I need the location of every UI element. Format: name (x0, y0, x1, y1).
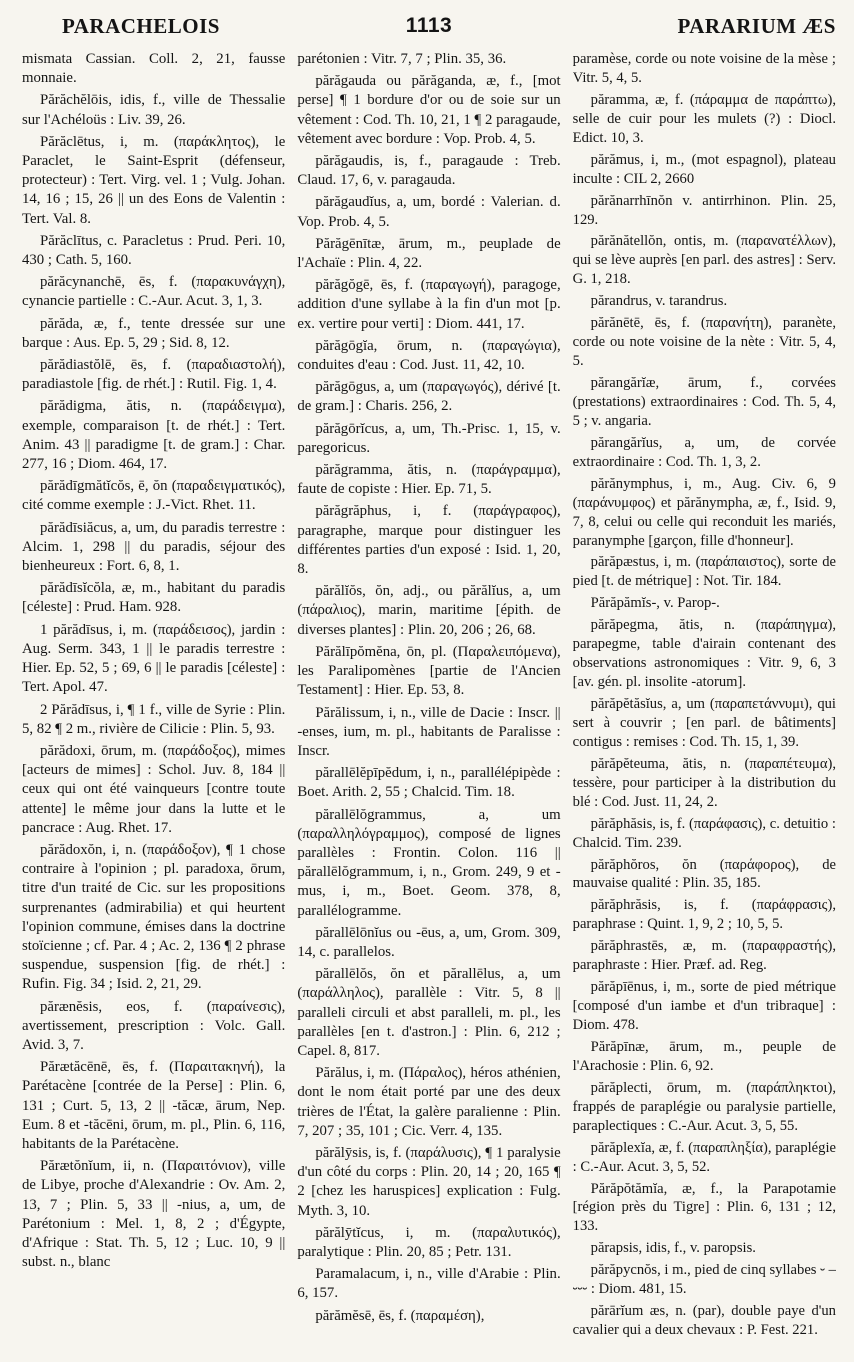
running-header (22, 10, 836, 46)
dictionary-entry: părăpīēnus, i, m., sorte de pied métrique [composé d'un iambe et d'un tribraque] : Diom. 478. (572, 979, 836, 1033)
dictionary-entry: părăplexĭa, æ, f. (παραπληξία), paraplégie : C.-Aur. Acut. 3, 5, 52. (572, 1139, 836, 1175)
dictionary-entry: părăgauda ou părăganda, æ, f., [mot perse] ¶ 1 bordure d'or ou de soie sur un vêtement : Cod. Th. 10, 21, 1 ¶ 2 paragaude, vêtement avec bordure : Vop. Prob. 4, 5. (297, 73, 561, 147)
dictionary-entry: părădiastŏlē, ēs, f. (παραδιαστολή), paradiastole [fig. de rhét.] : Rutil. Fig. 1, 4. (22, 357, 286, 393)
dictionary-entry: părăphrăsis, is, f. (παράφρασις), paraphrase : Quint. 1, 9, 2 ; 10, 5, 5. (572, 897, 836, 933)
dictionary-entry: părangărĭus, a, um, de corvée extraordinaire : Cod. Th. 1, 3, 2. (572, 434, 836, 470)
dictionary-entry: părăgrăphus, i, f. (παράγραφος), paragraphe, marque pour distinguer les différentes parties d'un exposé : Isid. 1, 20, 8. (297, 503, 561, 578)
dictionary-entry: părăplecti, ōrum, m. (παράπληκτοι), frappés de paraplégie ou paralysie partielle, paraplectiques : C.-Aur. Acut. 3, 5, 55. (572, 1079, 836, 1134)
dictionary-entry: Părăpŏtămĭa, æ, f., la Parapotamie [région près du Tigre] : Plin. 6, 131 ; 12, 133. (572, 1180, 836, 1235)
dictionary-entry: părămĕsē, ēs, f. (παραμέση), (315, 1307, 485, 1324)
dictionary-entry: părălȳsis, is, f. (παράλυσις), ¶ 1 paralysie d'un côté du corps : Plin. 20, 14 ; 20, 165 ¶ 2 [chez les haruspices] explication : Fulg. Myth. 3, 10. (297, 1144, 561, 1219)
dictionary-entry: Părætăcēnē, ēs, f. (Παραιτακηνή), la Parétacène [contrée de la Perse] : Plin. 6, 131 ; Curt. 5, 13, 2 || -tăcæ, ārum, Nep. Eum. 8 et -tăcēni, ōrum, m. pl., Plin. 6, 116, habitants de la Parétacène. (22, 1059, 286, 1152)
dictionary-entry: părădoxi, ōrum, m. (παράδοξος), mimes [acteurs de mimes] : Schol. Juv. 8, 184 || ceux qui ont été vainqueurs [contre toute attente] le même jour dans la lutte et le pancrace : Aug. Rhet. 17. (22, 742, 286, 836)
continued-entry-text: parétonien : Vitr. 7, 7 ; Plin. 35, 36. (297, 51, 507, 67)
dictionary-entry: Părălissum, i, n., ville de Dacie : Inscr. || -enses, ium, m. pl., habitants de Paralisse : Inscr. (297, 704, 561, 759)
dictionary-entry: Părăgēnītæ, ārum, m., peuplade de l'Achaïe : Plin. 4, 22. (297, 235, 561, 272)
dictionary-entry: 2 Părădīsus, i, ¶ 1 f., ville de Syrie : Plin. 5, 82 ¶ 2 m., rivière de Cilicie : Plin. 5, 93. (22, 701, 286, 737)
dictionary-entry: părănarrhīnŏn v. antirrhinon. Plin. 25, 129. (572, 192, 836, 228)
dictionary-entry: părălĭŏs, ŏn, adj., ou părălĭus, a, um (πάραλιος), marin, maritime [épith. de diverses plantes] : Plin. 20, 206 ; 26, 68. (297, 583, 561, 638)
header-left-guide-word: PARACHELOIS (62, 14, 220, 38)
dictionary-entry: Părăclētus, i, m. (παράκλητος), le Paraclet, le Saint-Esprit (défenseur, protecteur) : Tert. Virg. vel. 1 ; Vulg. Johan. 14, 16 ; 15, 26 || un des Eons de Valentin : Tert. Val. 8. (22, 133, 286, 227)
dictionary-entry: părăpĕtăsĭus, a, um (παραπετάννυμι), qui sert à couvrir ; [en parl. de bâtiments] contigus : remises : Cod. Th. 15, 1, 39. (572, 696, 836, 750)
dictionary-entry: 1 părădīsus, i, m. (παράδεισος), jardin : Aug. Serm. 343, 1 || le paradis terrestre : Hier. Ep. 52, 5 ; 69, 6 || le paradis [céleste] : Tert. Apol. 47. (22, 621, 286, 696)
dictionary-entry: părădīsiăcus, a, um, du paradis terrestre : Alcim. 1, 298 || du paradis, séjour des bienheureux : Fort. 6, 8, 1. (22, 519, 286, 575)
dictionary-entry: părăphrastēs, æ, m. (παραφραστής), paraphraste : Hier. Præf. ad. Reg. (572, 938, 836, 974)
dictionary-entry: părădīsĭcŏla, æ, m., habitant du paradis [céleste] : Prud. Ham. 928. (22, 580, 286, 616)
dictionary-entry: părăda, æ, f., tente dressée sur une barque : Aus. Ep. 5, 29 ; Sid. 8, 12. (22, 315, 286, 351)
dictionary-entry: părăphŏros, ŏn (παράφορος), de mauvaise qualité : Plin. 35, 185. (572, 856, 836, 892)
dictionary-entry: părænĕsis, eos, f. (παραίνεσις), avertissement, prescription : Volc. Gall. Avid. 3, 7. (22, 998, 286, 1053)
dictionary-entry: părăpycnŏs, i m., pied de cinq syllabes ⏑ – ⏑⏑⏑ : Diom. 481, 15. (572, 1262, 836, 1298)
dictionary-entry: părallēlŏgrammus, a, um (παραλληλόγραμμος), composé de lignes parallèles : Frontin. Colon. 116 || părallēlŏgrammum, i, n., Grom. 249, 9 et -mus, i, m., Boet. Geom. 378, 8, parallélogramme. (297, 806, 561, 919)
dictionary-entry: părădīgmătĭcŏs, ē, ŏn (παραδειγματικός), cité comme exemple : J.-Vict. Rhet. 11. (22, 478, 286, 514)
dictionary-entry: părăgŏgē, ēs, f. (παραγωγή), paragoge, addition d'une syllabe à la fin d'un mot [p. ex. vertire pour verti] : Diom. 441, 17. (297, 277, 561, 332)
dictionary-entry: Paramalacum, i, n., ville d'Arabie : Plin. 6, 157. (297, 1266, 561, 1302)
column-3 (573, 50, 836, 1356)
dictionary-entry: părăgōrĭcus, a, um, Th.-Prisc. 1, 15, v. paregoricus. (297, 420, 561, 456)
dictionary-entry: părălȳtĭcus, i, m. (παραλυτικός), paralytique : Plin. 20, 85 ; Petr. 131. (297, 1224, 561, 1260)
dictionary-entry: părammа, æ, f. (πάραμμα de παράπτω), selle de cuir pour les mulets (?) : Diocl. Edict. 10, 3. (572, 91, 836, 146)
dictionary-entry: Părăpīnæ, ārum, m., peuple de l'Arachosie : Plin. 6, 92. (572, 1038, 836, 1074)
dictionary-entry: părănătellŏn, ontis, m. (παρανατέλλων), qui se lève auprès [en parl. des astres] : Serv. G. 1, 218. (572, 233, 836, 288)
dictionary-entry: părăphăsis, is, f. (παράφασις), c. detuitio : Chalcid. Tim. 239. (572, 815, 836, 851)
dictionary-entry: părăcynanchē, ēs, f. (παρακυνάγχη), cynancie partielle : C.-Aur. Acut. 3, 1, 3. (22, 274, 286, 310)
dictionary-entry: Părætŏnĭum, ii, n. (Παραιτόνιον), ville de Libye, proche d'Alexandrie : Ov. Am. 2, 13, 7 ; Plin. 5, 33 || -nius, a, um, de Parétonium : Mel. 1, 8, 2 ; d'Égypte, d'Afrique : Stat. Th. 5, 12 ; Luc. 10, 9 || subst. n., blanc (22, 1158, 286, 1271)
dictionary-entry: Părăclītus, c. Paracletus : Prud. Peri. 10, 430 ; Cath. 5, 160. (22, 232, 286, 269)
dictionary-entry: Părălīpŏmĕna, ōn, pl. (Παραλειπόμενα), les Paralipomènes [partie de l'Ancien Testament] : Hier. Ep. 53, 8. (297, 643, 561, 699)
dictionary-entry: părapsis, idis, f., v. paropsis. (590, 1240, 756, 1257)
dictionary-entry: Părălus, i, m. (Πάραλος), héros athénien, dont le nom était porté par une des deux trières de l'État, la galère paralienne : Plin. 7, 207 ; 35, 101 ; Cic. Verr. 4, 135. (297, 1065, 561, 1139)
dictionary-entry: părăgōgus, a, um (παραγωγός), dérivé [t. de gram.] : Charis. 256, 2. (297, 379, 561, 415)
dictionary-entry: părănētē, ēs, f. (παρανήτη), paranète, corde ou note voisine de la nète : Vitr. 5, 4, 5. (572, 315, 836, 370)
dictionary-entry: părămus, i, m., (mot espagnol), plateau inculte : CIL 2, 2660 (572, 151, 836, 187)
dictionary-entry: părandrus, v. tarandrus. (590, 293, 728, 310)
dictionary-entry: părădigma, ătis, n. (παράδειγμα), exemple, comparaison [t. de rhét.] : Tert. Anim. 43 || paradigme [t. de gram.] : Char. 277, 16 ; Diom. 464, 17. (22, 398, 286, 473)
page-number: 1113 (405, 14, 453, 37)
dictionary-entry: Părăpămĭs-, v. Parop-. (590, 595, 720, 612)
dictionary-entry: părăgaudis, is, f., paragaude : Treb. Claud. 17, 6, v. paragauda. (297, 153, 561, 189)
dictionary-entry: părăpegma, ătis, n. (παράπηγμα), parapegme, table d'airain contenant des observations astronomiques : Vitr. 9, 6, 3 [av. gén. pl. insolite -atorum]. (572, 617, 836, 691)
dictionary-entry: părăpĕteuma, ătis, n. (παραπέτευμα), tessère, pour participer à la distribution du blé : Cod. Just. 11, 24, 2. (572, 755, 836, 810)
column-1 (22, 50, 285, 1356)
dictionary-entry: părădoxŏn, i, n. (παράδοξον), ¶ 1 chose contraire à l'opinion ; pl. paradoxa, ōrum, titre d'un traité de Cic. sur les propositions surprenantes (admirabilia) et qui heurtent l'opinion commune, émises dans la doctrine stoïcienne ; cf. Par. 4 ; Ac. 2, 136 ¶ 2 phrase suspendue, suspension [fig. de rhét.] : Rufin. Fig. 34 ; Isid. 2, 21, 29. (22, 841, 286, 993)
dictionary-entry: părăpæstus, i, m. (παράπαιστος), sorte de pied [t. de métrique] : Not. Tir. 184. (572, 554, 836, 590)
dictionary-entry: părănymphus, i, m., Aug. Civ. 6, 9 (παράνυμφος) et părănympha, æ, f., Isid. 9, 7, 8, celui ou celle qui reconduit les mariés, paranymphe [garçon, fille d'honneur]. (572, 475, 836, 549)
column-2 (297, 50, 560, 1356)
header-right-guide-word: PARARIUM ÆS (677, 14, 836, 38)
dictionary-entry: părallēlĕpīpĕdum, i, n., parallélépipède : Boet. Arith. 2, 55 ; Chalcid. Tim. 18. (297, 765, 561, 801)
dictionary-entry: Părăchĕlōis, idis, f., ville de Thessalie sur l'Achéloüs : Liv. 39, 26. (22, 92, 286, 128)
dictionary-entry: părăgramma, ătis, n. (παράγραμμα), faute de copiste : Hier. Ep. 71, 5. (297, 462, 561, 498)
dictionary-entry: părārĭum æs, n. (par), double paye d'un cavalier qui a deux chevaux : P. Fest. 221. (572, 1303, 836, 1339)
continued-entry-text: mismata Cassian. Coll. 2, 21, fausse monnaie. (22, 51, 286, 87)
dictionary-entry: părăgaudĭus, a, um, bordé : Valerian. d. Vop. Prob. 4, 5. (297, 194, 561, 230)
dictionary-entry: părăgōgĭa, ōrum, n. (παραγώγια), conduites d'eau : Cod. Just. 11, 42, 10. (297, 337, 561, 374)
dictionary-entry: părangărĭæ, ārum, f., corvées (prestations) extraordinaires : Cod. Th. 5, 4, 5 ; v. angaria. (572, 375, 836, 429)
dictionary-entry: părallēlŏs, ŏn et părallēlus, a, um (παράλληλος), parallèle : Vitr. 5, 8 || paralleli circuli et abst paralleli, m. pl., les parallèles [en t. d'astron.] : Plin. 6, 212 ; Capel. 8, 817. (297, 966, 561, 1059)
text-columns (22, 50, 836, 1356)
dictionary-entry: părallēlōnĭus ou -ēus, a, um, Grom. 309, 14, c. parallelos. (297, 924, 561, 960)
continued-entry-text: paramèse, corde ou note voisine de la mèse ; Vitr. 5, 4, 5. (572, 51, 836, 86)
